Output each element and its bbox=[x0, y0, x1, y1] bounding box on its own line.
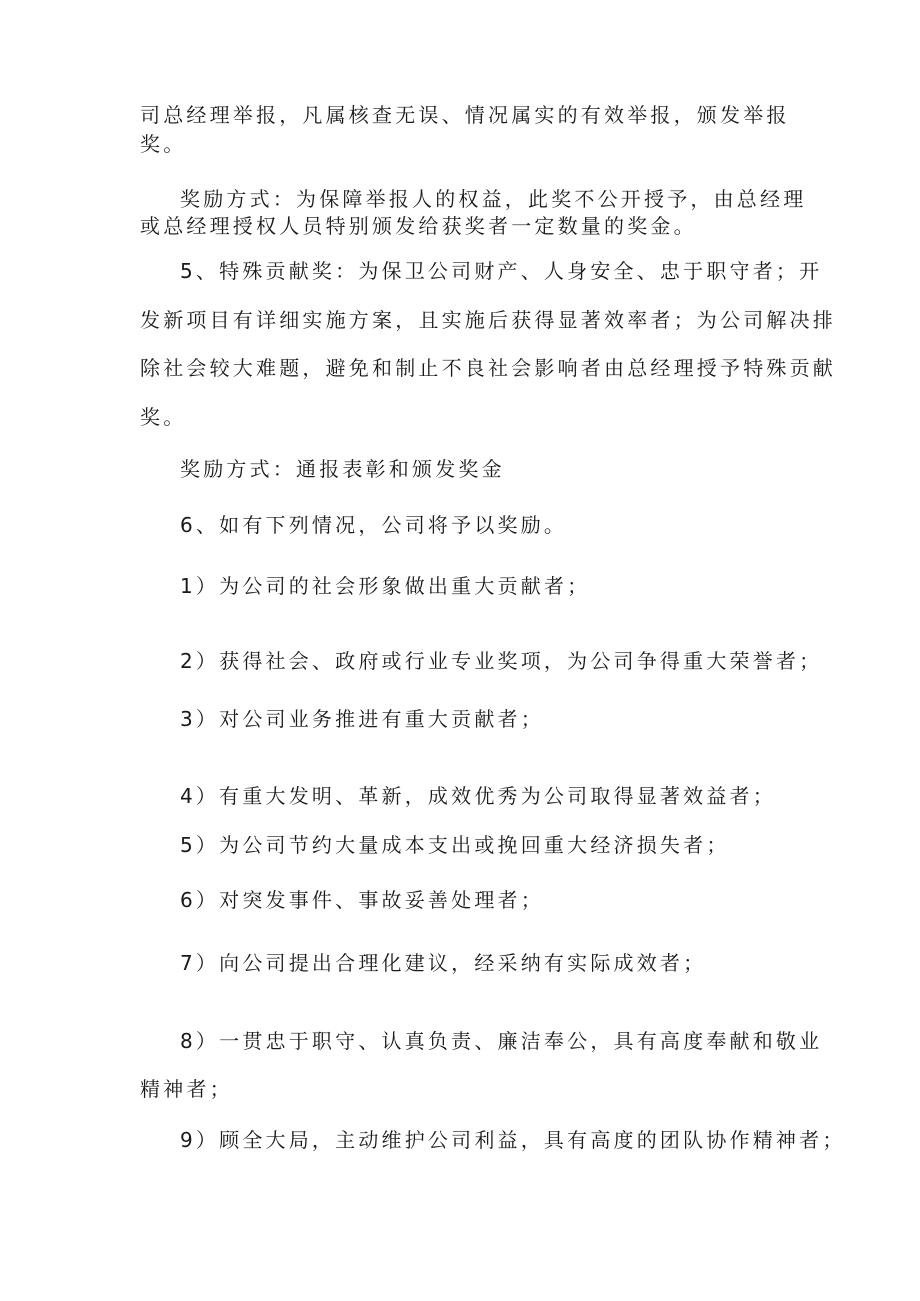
text-line: 奖。 bbox=[140, 132, 187, 156]
text-line: 发新项目有详细实施方案，且实施后获得显著效率者；为公司解决排 bbox=[140, 308, 836, 332]
text-line: 奖励方式：为保障举报人的权益，此奖不公开授予，由总经理 bbox=[180, 187, 807, 211]
text-line: 司总经理举报，凡属核查无误、情况属实的有效举报，颁发举报 bbox=[140, 103, 790, 127]
text-line: 精神者； bbox=[140, 1077, 233, 1101]
text-line: 3）对公司业务推进有重大贡献者； bbox=[180, 707, 544, 731]
text-line: 5、特殊贡献奖：为保卫公司财产、人身安全、忠于职守者；开 bbox=[180, 259, 823, 283]
text-line: 6、如有下列情况，公司将予以奖励。 bbox=[180, 513, 568, 537]
text-line: 9）顾全大局，主动维护公司利益，具有高度的团队协作精神者； bbox=[180, 1128, 846, 1152]
text-line: 1）为公司的社会形象做出重大贡献者； bbox=[180, 574, 591, 598]
text-line: 5）为公司节约大量成本支出或挽回重大经济损失者； bbox=[180, 833, 730, 857]
text-line: 奖。 bbox=[140, 405, 187, 429]
text-line: 2）获得社会、政府或行业专业奖项，为公司争得重大荣誉者； bbox=[180, 649, 823, 673]
text-line: 或总经理授权人员特别颁发给获奖者一定数量的奖金。 bbox=[140, 214, 697, 238]
text-line: 除社会较大难题，避免和制止不良社会影响者由总经理授予特殊贡献 bbox=[140, 356, 836, 380]
text-line: 4）有重大发明、革新，成效优秀为公司取得显著效益者； bbox=[180, 784, 776, 808]
text-line: 奖励方式：通报表彰和颁发奖金 bbox=[180, 457, 505, 481]
text-line: 7）向公司提出合理化建议，经采纳有实际成效者； bbox=[180, 951, 707, 975]
text-line: 6）对突发事件、事故妥善处理者； bbox=[180, 888, 544, 912]
text-line: 8）一贯忠于职守、认真负责、廉洁奉公，具有高度奉献和敬业 bbox=[180, 1029, 823, 1053]
